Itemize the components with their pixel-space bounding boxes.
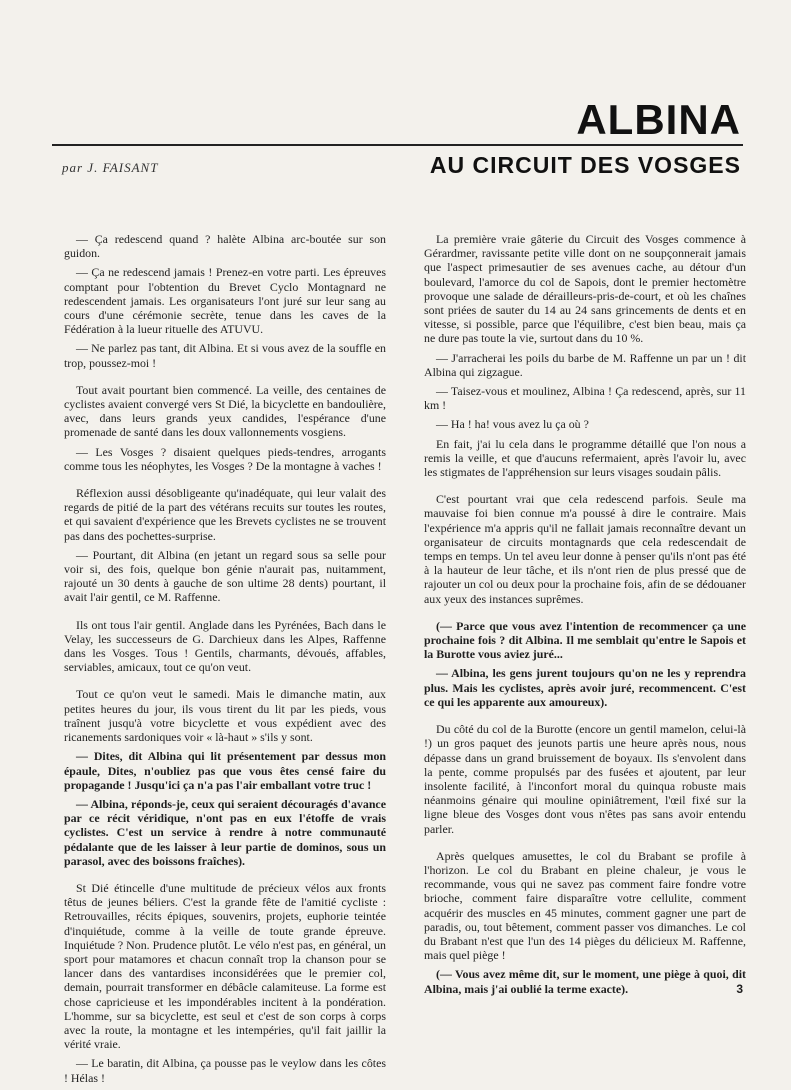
paragraph: — Ha ! ha! vous avez lu ça où ? — [436, 417, 589, 432]
paragraph: (— Vous avez même dit, sur le moment, une piège à quoi, dit Albina, mais j'ai oublié la terme exacte). — [424, 967, 746, 996]
paragraph: Après quelques amusettes, le col du Brabant se profile à l'horizon. Le col du Brabant en pleine chaleur, je vous le recommande, vous qui ne savez pas comment faire fondre votre brioche, comment faire disparaître votre cellulite, comment acquérir des muscles en 45 minutes, comment gagner une part de paradis, ou, tout bêtement, comment passer vos dimanches. Le col du Brabant n'est que l'un des 14 pièges du délicieux M. Raffenne, mais quel piège ! — [424, 848, 746, 963]
paragraph: — Albina, les gens jurent toujours qu'on ne les y reprendra plus. Mais les cyclistes, après avoir juré, recommencent. C'est ce qui les apparente aux amoureux). — [424, 666, 746, 709]
paragraph: — Pourtant, dit Albina (en jetant un regard sous sa selle pour voir si, des fois, quelque bon génie n'aurait pas, nuitamment, rajouté un 30 dents à gauche de son ultime 28 dents) pourtant, il avait l'air gentil, ce M. Raffenne. — [64, 547, 386, 605]
paragraph: — Ne parlez pas tant, dit Albina. Et si vous avez de la souffle en trop, poussez-moi ! — [64, 341, 386, 370]
paragraph: C'est pourtant vrai que cela redescend parfois. Seule ma mauvaise foi bien connue m'a poussé à dire le contraire. Mais l'expérience m'a appris qu'il ne fallait jamais reconnaître devant un organisateur de circuits montagnards que cela redescendait de temps en temps. Un tel aveu leur donne à penser qu'ils n'ont pas été à la hauteur de leur tâche, et ils n'ont rien de plus pressé que de rajouter un col ou deux pour la prochaine fois, afin de se dédouaner aux yeux des instances suprêmes. — [424, 492, 746, 606]
paragraph: — Ça ne redescend jamais ! Prenez-en votre parti. Les épreuves comptant pour l'obtention du Brevet Cyclo Montagnard ne redescendent jamais. Les organisateurs l'ont juré sur leur sang au cours d'une cérémonie secrète, tenue dans les caves de la Fédération à la lueur rituelle des ATUVU. — [64, 265, 386, 337]
article-title: ALBINA — [576, 96, 741, 143]
paragraph: En fait, j'ai lu cela dans le programme détaillé que l'on nous a remis la veille, et que d'aucuns refermaient, après l'avoir lu, avec les stigmates de l'appréhension sur leurs visages soudain pâlis. — [424, 436, 746, 480]
paragraph: La première vraie gâterie du Circuit des Vosges commence à Gérardmer, ravissante petite ville dont on ne soupçonnerait jamais que l'aspect primesautier de ses avenues cache, au détour d'un boulevard, l'amorce du col de Sapois, dont le premier hectomètre provoque une salade de dérailleurs-pris-de-court, et où les chaînes sont priées de sauter du 14 au 24 sans grincements de dents et en vitesse, si possible, parce que l'équilibre, c'est bien beau, mais ça ne dure pas toute la vie, surtout dans du 10 %. — [424, 232, 746, 346]
paragraph: Tout avait pourtant bien commencé. La veille, des centaines de cyclistes avaient convergé vers St Dié, la bicyclette en bandoulière, avec, dans leurs grands yeux candides, l'espérance d'une promenade de santé dans les doux vallonnements vosgiens. — [64, 382, 386, 440]
paragraph: Réflexion aussi désobligeante qu'inadéquate, qui leur valait des regards de pitié de la part des vétérans recuits sur toutes les routes, et qui savaient d'expérience que les Brevets cyclistes ne se trouvent pas dans des pochettes-surprise. — [64, 486, 386, 543]
paragraph: — Le baratin, dit Albina, ça pousse pas le veylow dans les côtes ! Hélas ! — [64, 1056, 386, 1085]
paragraph: St Dié étincelle d'une multitude de précieux vélos aux fronts têtus de jeunes béliers. C'est la grande fête de l'amitié cycliste : Retrouvailles, récits épiques, souvenirs, projets, euphorie teintée d'inquiétude, comme à la veille de toute grande épreuve. Inquiétude ? Non. Prudence plutôt. Le vélo n'est pas, en général, un sport pour matamores et chacun connaît trop la chanson pour se lancer dans des vantardises inconsidérées que le premier col, demain, pourrait transformer en débâcle calamiteuse. La forme est chose capricieuse et les impondérables incitent à la pondération. L'homme, sur sa bicyclette, est seul et c'est de son corps à corps avec la route, la montagne et les intempéries, qu'il fait jaillir la vérité vraie. — [64, 880, 386, 1052]
article-subtitle: AU CIRCUIT DES VOSGES — [429, 152, 741, 178]
paragraph: — J'arracherai les poils du barbe de M. Raffenne un par un ! dit Albina qui zigzague. — [424, 350, 746, 379]
title-rule — [52, 144, 743, 146]
paragraph: Ils ont tous l'air gentil. Anglade dans les Pyrénées, Bach dans le Velay, les successeurs de G. Darchieux dans les Alpes, Raffenne dans les Vosges. Tous ! Gentils, charmants, dévoués, affables, serviables, amicaux, tout ce qu'on veut. — [64, 617, 386, 675]
paragraph: (— Parce que vous avez l'intention de recommencer ça une prochaine fois ? dit Albina. Il me semblait qu'entre le Sapois et la Burotte vous aviez juré... — [424, 618, 746, 662]
paragraph: Du côté du col de la Burotte (encore un gentil mamelon, celui-là !) un gros paquet des jeunots partis une heure après nous, nous dépasse dans un grand bruissement de boyaux. Ils s'envolent dans la pente, comme propulsés par des fusées et ajoutent, par leur insolente facilité, à l'inconfort moral du quinqua robuste mais néanmoins génaire qui mouline opiniâtrement, l'œil fixé sur la ligne bleue des Vosges dont vous n'êtes pas sans avoir entendu parler. — [424, 722, 746, 836]
paragraph: — Les Vosges ? disaient quelques pieds-tendres, arrogants comme tous les néophytes, les Vosges ? De la montagne à vaches ! — [64, 444, 386, 473]
page-number: 3 — [736, 982, 743, 996]
paragraph: Tout ce qu'on veut le samedi. Mais le dimanche matin, aux petites heures du jour, ils vous tirent du lit par les pieds, vous traînent jusqu'à votre bicyclette et vous expédient avec des ricanements sardoniques voir « là-haut » s'ils y sont. — [64, 687, 386, 745]
paragraph: — Ça redescend quand ? halète Albina arc-boutée sur son guidon. — [64, 232, 386, 261]
paragraph: — Dites, dit Albina qui lit présentement par dessus mon épaule, Dites, n'oubliez pas que vous êtes censé faire du propagande ! Jusqu'ici ça n'a pas l'air emballant votre truc ! — [64, 749, 386, 792]
right-column — [424, 232, 746, 1001]
paragraph: — Albina, réponds-je, ceux qui seraient découragés d'avance par ce récit véridique, n'ont pas en eux l'étoffe de vrais cyclistes. C'est un service à rendre à notre communauté pédalante que de les laisser à leur partie de dominos, sous un parasol, avec des boissons fraîches). — [64, 796, 386, 868]
author-byline: par J. FAISANT — [62, 160, 159, 175]
paragraph: — Taisez-vous et moulinez, Albina ! Ça redescend, après, sur 11 km ! — [424, 384, 746, 413]
left-column — [64, 232, 386, 1090]
